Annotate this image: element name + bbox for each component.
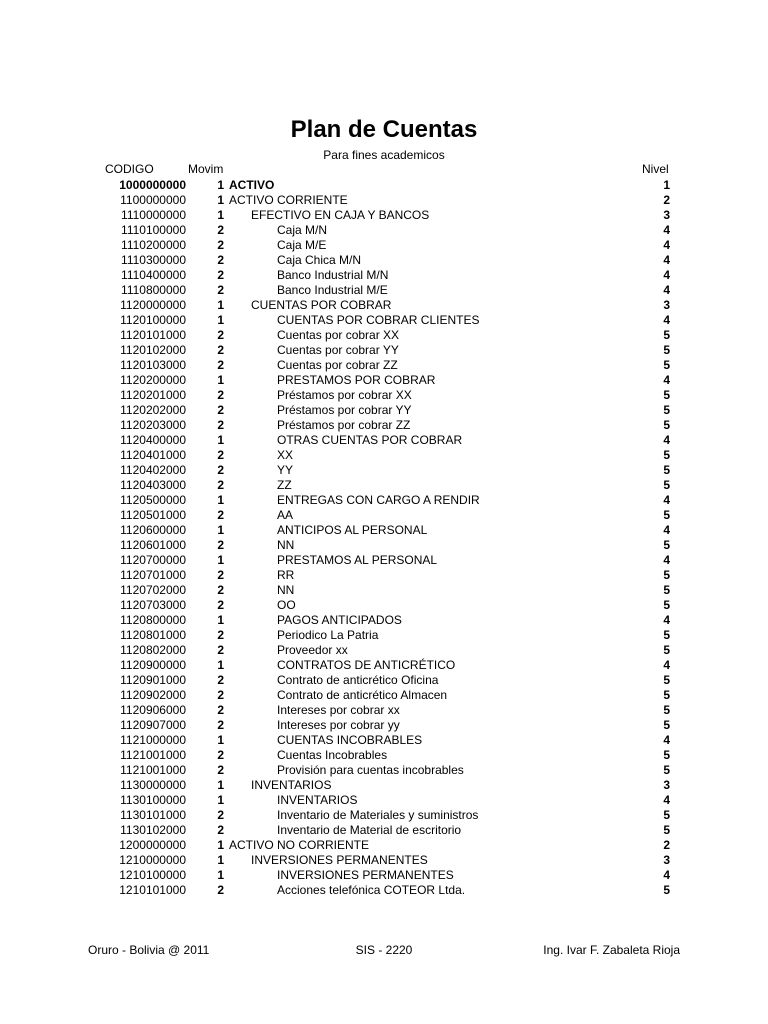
account-code: 1120600000 <box>120 523 186 537</box>
table-row <box>0 403 768 418</box>
account-level: 5 <box>663 763 670 777</box>
table-row <box>0 313 768 328</box>
account-code: 1120900000 <box>120 658 186 672</box>
account-name: YY <box>277 463 294 477</box>
account-name: Inventario de Material de escritorio <box>277 823 462 837</box>
account-movim: 2 <box>217 478 224 492</box>
account-code: 1120401000 <box>120 448 186 462</box>
account-code: 1120901000 <box>120 673 186 687</box>
account-code: 1120802000 <box>120 643 186 657</box>
account-name: Préstamos por cobrar ZZ <box>277 418 411 432</box>
table-row <box>0 718 768 733</box>
account-level: 4 <box>663 658 670 672</box>
account-level: 1 <box>663 178 670 192</box>
account-name: Provisión para cuentas incobrables <box>277 763 464 777</box>
account-name: PRESTAMOS POR COBRAR <box>277 373 436 387</box>
account-level: 5 <box>663 703 670 717</box>
account-code: 1210000000 <box>119 853 186 867</box>
account-name: NN <box>277 583 295 597</box>
account-code: 1100000000 <box>120 193 186 207</box>
table-row <box>0 538 768 553</box>
account-name: Contrato de anticrético Almacen <box>277 688 448 702</box>
account-code: 1120801000 <box>120 628 186 642</box>
account-code: 1120201000 <box>120 388 186 402</box>
account-movim: 1 <box>217 523 224 537</box>
account-level: 5 <box>663 598 670 612</box>
account-name: INVERSIONES PERMANENTES <box>277 868 454 882</box>
account-movim: 1 <box>217 778 224 792</box>
table-row <box>0 298 768 313</box>
account-name: Proveedor xx <box>277 643 348 657</box>
account-name: Cuentas por cobrar ZZ <box>277 358 398 372</box>
account-movim: 2 <box>217 223 224 237</box>
account-name: PRESTAMOS AL PERSONAL <box>277 553 438 567</box>
table-row <box>0 643 768 658</box>
table-row <box>0 628 768 643</box>
account-code: 1110300000 <box>121 253 186 267</box>
account-movim: 1 <box>217 733 224 747</box>
account-name: CUENTAS INCOBRABLES <box>277 733 423 747</box>
account-movim: 1 <box>217 868 224 882</box>
account-name: PAGOS ANTICIPADOS <box>277 613 402 627</box>
account-code: 1120400000 <box>120 433 186 447</box>
account-movim: 2 <box>217 538 224 552</box>
account-name: INVERSIONES PERMANENTES <box>251 853 428 867</box>
account-level: 4 <box>663 313 670 327</box>
table-row <box>0 673 768 688</box>
account-movim: 2 <box>217 328 224 342</box>
account-name: AA <box>277 508 294 522</box>
account-level: 5 <box>663 808 670 822</box>
account-movim: 2 <box>217 238 224 252</box>
account-name: CUENTAS POR COBRAR CLIENTES <box>277 313 480 327</box>
table-row <box>0 433 768 448</box>
account-name: RR <box>277 568 295 582</box>
account-name: XX <box>277 448 294 462</box>
page-subtitle: Para fines academicos <box>323 148 445 162</box>
account-movim: 1 <box>217 193 224 207</box>
account-movim: 2 <box>217 763 224 777</box>
account-code: 1120701000 <box>120 568 186 582</box>
table-row <box>0 763 768 778</box>
account-level: 4 <box>663 868 670 882</box>
account-name: Periodico La Patria <box>277 628 379 642</box>
table-row <box>0 193 768 208</box>
account-code: 1120906000 <box>120 703 186 717</box>
account-movim: 1 <box>217 313 224 327</box>
account-level: 4 <box>663 613 670 627</box>
account-code: 1120402000 <box>120 463 186 477</box>
account-level: 5 <box>663 823 670 837</box>
header-movim: Movim <box>188 162 224 176</box>
footer-location: Oruro - Bolivia @ 2011 <box>88 943 210 957</box>
account-code: 1120203000 <box>120 418 186 432</box>
account-code: 1110000000 <box>121 208 186 222</box>
account-code: 1120501000 <box>120 508 186 522</box>
account-code: 1120700000 <box>120 553 186 567</box>
account-level: 5 <box>663 508 670 522</box>
account-code: 1121001000 <box>120 763 186 777</box>
account-movim: 2 <box>217 808 224 822</box>
account-level: 5 <box>663 448 670 462</box>
account-level: 4 <box>663 373 670 387</box>
table-row <box>0 358 768 373</box>
table-row <box>0 553 768 568</box>
account-level: 5 <box>663 568 670 582</box>
account-code: 1130102000 <box>120 823 186 837</box>
account-code: 1121000000 <box>120 733 186 747</box>
account-code: 1120800000 <box>120 613 186 627</box>
table-row <box>0 283 768 298</box>
account-level: 5 <box>663 463 670 477</box>
account-level: 4 <box>663 268 670 282</box>
account-name: Caja M/N <box>277 223 328 237</box>
account-level: 4 <box>663 523 670 537</box>
account-movim: 1 <box>217 553 224 567</box>
table-row <box>0 688 768 703</box>
account-code: 1120101000 <box>120 328 186 342</box>
table-row <box>0 493 768 508</box>
account-name: ANTICIPOS AL PERSONAL <box>277 523 428 537</box>
account-name: ENTREGAS CON CARGO A RENDIR <box>277 493 480 507</box>
account-movim: 2 <box>217 508 224 522</box>
account-code: 1130100000 <box>120 793 186 807</box>
account-name: Cuentas por cobrar XX <box>277 328 400 342</box>
account-level: 5 <box>663 418 670 432</box>
account-movim: 2 <box>217 403 224 417</box>
account-code: 1120100000 <box>120 313 186 327</box>
account-movim: 2 <box>217 418 224 432</box>
account-movim: 1 <box>217 853 224 867</box>
account-code: 1120102000 <box>120 343 186 357</box>
account-movim: 1 <box>217 658 224 672</box>
table-row <box>0 463 768 478</box>
header-nivel: Nivel <box>642 162 669 176</box>
account-name: OTRAS CUENTAS POR COBRAR <box>277 433 463 447</box>
account-name: Caja M/E <box>277 238 327 252</box>
account-level: 4 <box>663 253 670 267</box>
account-level: 4 <box>663 433 670 447</box>
account-movim: 2 <box>217 268 224 282</box>
account-code: 1000000000 <box>119 178 186 192</box>
table-row <box>0 583 768 598</box>
account-movim: 2 <box>217 583 224 597</box>
account-level: 5 <box>663 358 670 372</box>
table-row <box>0 418 768 433</box>
account-movim: 1 <box>217 838 224 852</box>
account-movim: 2 <box>217 673 224 687</box>
account-movim: 2 <box>217 823 224 837</box>
table-row <box>0 733 768 748</box>
table-row <box>0 328 768 343</box>
table-row <box>0 238 768 253</box>
account-code: 1120907000 <box>120 718 186 732</box>
account-movim: 2 <box>217 463 224 477</box>
account-level: 3 <box>663 778 670 792</box>
account-movim: 1 <box>217 178 224 192</box>
account-code: 1120703000 <box>120 598 186 612</box>
account-name: Acciones telefónica COTEOR Ltda. <box>277 883 466 897</box>
table-row <box>0 793 768 808</box>
table-row <box>0 823 768 838</box>
footer-author: Ing. Ivar F. Zabaleta Rioja <box>543 943 680 957</box>
account-code: 1210100000 <box>119 868 186 882</box>
account-code: 1110200000 <box>121 238 186 252</box>
account-movim: 1 <box>217 493 224 507</box>
account-movim: 2 <box>217 718 224 732</box>
account-level: 3 <box>663 853 670 867</box>
table-row <box>0 658 768 673</box>
account-movim: 2 <box>217 343 224 357</box>
account-level: 5 <box>663 883 670 897</box>
account-level: 5 <box>663 673 670 687</box>
account-level: 4 <box>663 553 670 567</box>
account-name: EFECTIVO EN CAJA Y BANCOS <box>251 208 430 222</box>
table-row <box>0 568 768 583</box>
account-movim: 2 <box>217 598 224 612</box>
account-level: 5 <box>663 688 670 702</box>
table-row <box>0 883 768 898</box>
account-code: 1110400000 <box>121 268 186 282</box>
account-code: 1200000000 <box>119 838 186 852</box>
account-code: 1120000000 <box>120 298 186 312</box>
account-code: 1121001000 <box>120 748 186 762</box>
account-code: 1120702000 <box>120 583 186 597</box>
table-row <box>0 343 768 358</box>
account-movim: 2 <box>217 358 224 372</box>
account-name: ZZ <box>277 478 292 492</box>
account-level: 5 <box>663 718 670 732</box>
account-code: 1120200000 <box>120 373 186 387</box>
table-row <box>0 388 768 403</box>
table-row <box>0 598 768 613</box>
account-name: NN <box>277 538 295 552</box>
table-row <box>0 613 768 628</box>
account-name: INVENTARIOS <box>277 793 358 807</box>
account-movim: 2 <box>217 283 224 297</box>
account-level: 2 <box>663 838 670 852</box>
account-code: 1130000000 <box>120 778 186 792</box>
account-name: Intereses por cobrar yy <box>277 718 400 732</box>
account-level: 5 <box>663 583 670 597</box>
account-level: 4 <box>663 793 670 807</box>
account-level: 5 <box>663 643 670 657</box>
account-name: Caja Chica M/N <box>277 253 362 267</box>
table-row <box>0 253 768 268</box>
account-name: ACTIVO <box>229 178 275 192</box>
account-movim: 2 <box>217 388 224 402</box>
account-level: 4 <box>663 493 670 507</box>
table-row <box>0 478 768 493</box>
account-name: Inventario de Materiales y suministros <box>277 808 479 822</box>
account-level: 4 <box>663 283 670 297</box>
account-movim: 2 <box>217 688 224 702</box>
table-row <box>0 523 768 538</box>
account-code: 1120601000 <box>120 538 186 552</box>
table-row <box>0 808 768 823</box>
table-row <box>0 373 768 388</box>
account-level: 5 <box>663 343 670 357</box>
account-level: 5 <box>663 628 670 642</box>
account-movim: 2 <box>217 628 224 642</box>
account-movim: 2 <box>217 643 224 657</box>
account-code: 1120902000 <box>120 688 186 702</box>
account-level: 5 <box>663 403 670 417</box>
account-movim: 2 <box>217 568 224 582</box>
account-level: 5 <box>663 388 670 402</box>
account-movim: 1 <box>217 373 224 387</box>
table-row <box>0 853 768 868</box>
account-level: 5 <box>663 328 670 342</box>
table-row <box>0 703 768 718</box>
account-movim: 2 <box>217 748 224 762</box>
account-movim: 1 <box>217 208 224 222</box>
table-row <box>0 508 768 523</box>
account-level: 5 <box>663 538 670 552</box>
page-title: Plan de Cuentas <box>290 116 478 143</box>
account-code: 1110800000 <box>121 283 186 297</box>
account-movim: 1 <box>217 793 224 807</box>
table-row <box>0 268 768 283</box>
table-row <box>0 178 768 193</box>
account-name: CUENTAS POR COBRAR <box>251 298 392 312</box>
account-movim: 2 <box>217 253 224 267</box>
account-code: 1120500000 <box>120 493 186 507</box>
account-code: 1120103000 <box>120 358 186 372</box>
account-code: 1120403000 <box>120 478 186 492</box>
account-level: 5 <box>663 478 670 492</box>
account-code: 1210101000 <box>119 883 186 897</box>
account-movim: 1 <box>217 433 224 447</box>
account-level: 4 <box>663 733 670 747</box>
account-level: 5 <box>663 748 670 762</box>
account-name: CONTRATOS DE ANTICRÉTICO <box>277 658 456 672</box>
account-movim: 1 <box>217 613 224 627</box>
account-name: INVENTARIOS <box>251 778 332 792</box>
account-movim: 2 <box>217 703 224 717</box>
account-level: 2 <box>663 193 670 207</box>
table-row <box>0 778 768 793</box>
account-name: OO <box>277 598 296 612</box>
table-row <box>0 208 768 223</box>
footer-course: SIS - 2220 <box>355 943 413 957</box>
account-code: 1130101000 <box>120 808 186 822</box>
account-name: Cuentas por cobrar YY <box>277 343 399 357</box>
account-code: 1120202000 <box>120 403 186 417</box>
account-level: 3 <box>663 298 670 312</box>
account-name: Cuentas Incobrables <box>277 748 388 762</box>
account-name: Banco Industrial M/E <box>277 283 388 297</box>
account-level: 4 <box>663 223 670 237</box>
account-name: Contrato de anticrético Oficina <box>277 673 439 687</box>
table-row <box>0 868 768 883</box>
account-name: Préstamos por cobrar YY <box>277 403 412 417</box>
table-row <box>0 448 768 463</box>
account-name: Préstamos por cobrar XX <box>277 388 412 402</box>
account-name: Banco Industrial M/N <box>277 268 389 282</box>
account-movim: 2 <box>217 448 224 462</box>
account-code: 1110100000 <box>121 223 186 237</box>
account-name: ACTIVO NO CORRIENTE <box>229 838 370 852</box>
account-name: ACTIVO CORRIENTE <box>229 193 348 207</box>
account-movim: 2 <box>217 883 224 897</box>
table-row <box>0 223 768 238</box>
account-movim: 1 <box>217 298 224 312</box>
account-level: 4 <box>663 238 670 252</box>
header-codigo: CODIGO <box>105 162 154 176</box>
table-row <box>0 838 768 853</box>
account-level: 3 <box>663 208 670 222</box>
account-name: Intereses por cobrar xx <box>277 703 400 717</box>
table-row <box>0 748 768 763</box>
